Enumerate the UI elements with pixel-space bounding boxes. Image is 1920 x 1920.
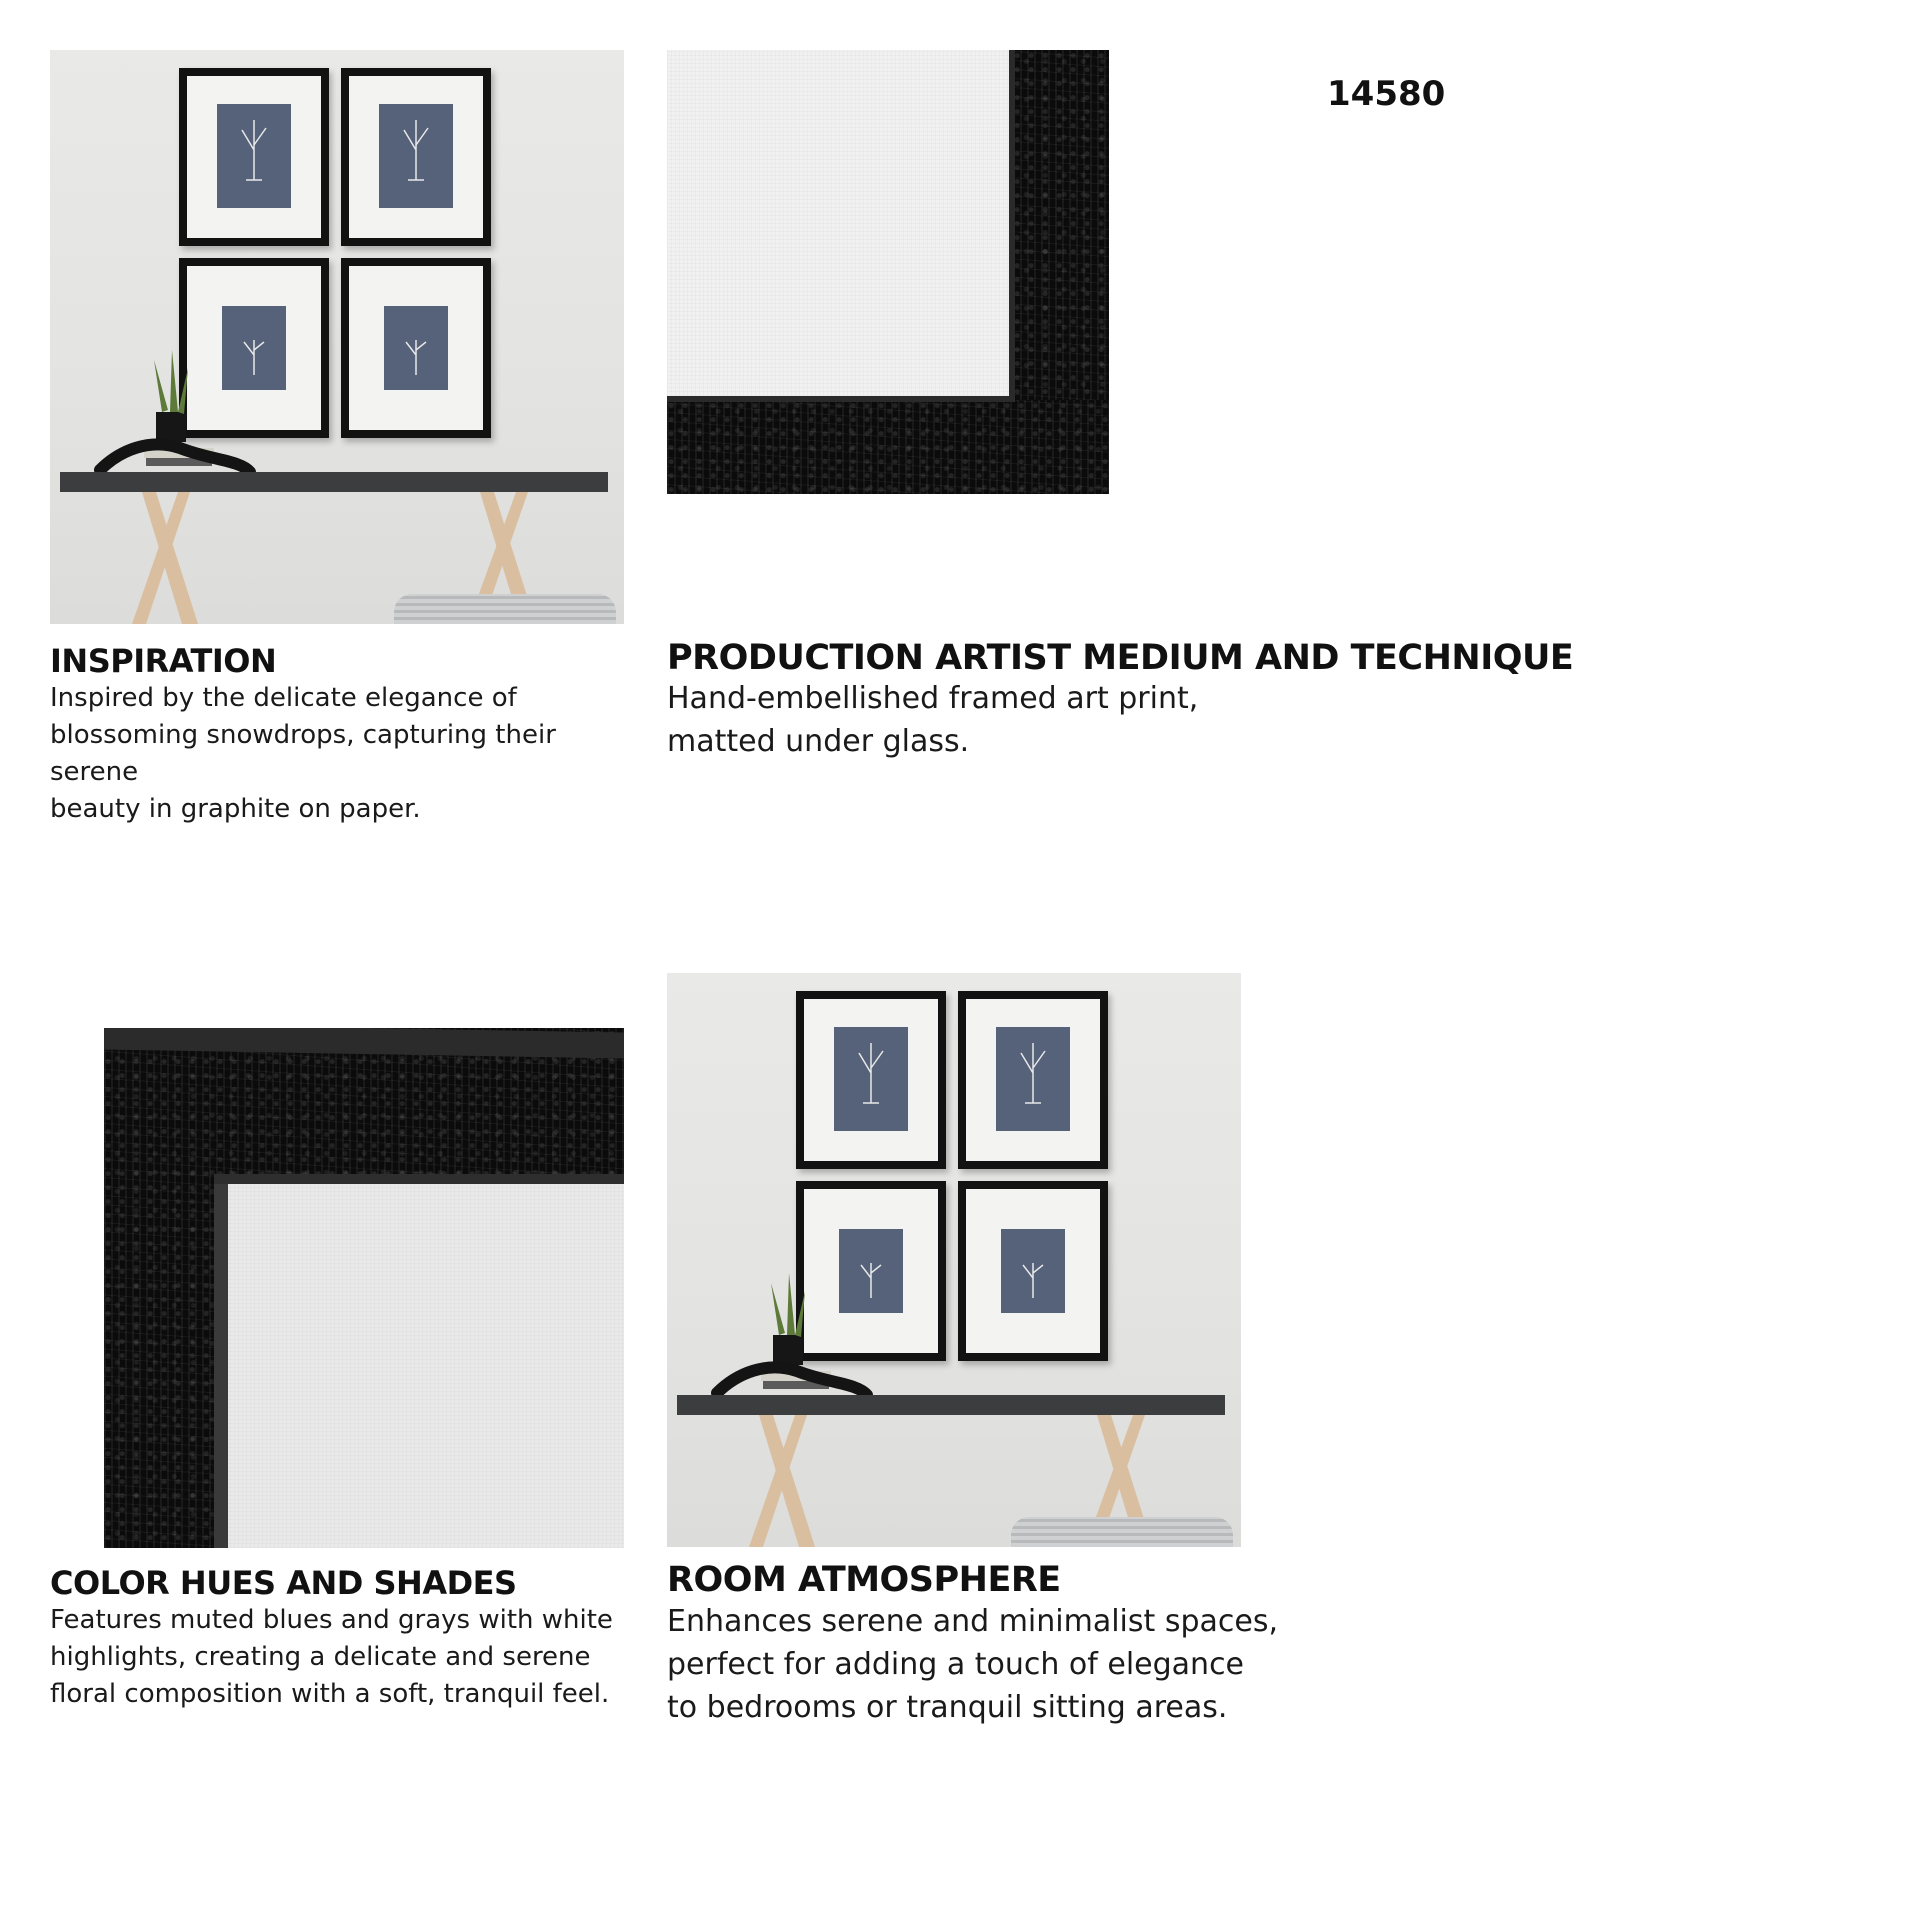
color-line: highlights, creating a delicate and serene [50,1642,591,1672]
inspiration-line: blossoming snowdrops, capturing their serene [50,720,556,787]
color-title: COLOR HUES AND SHADES [50,1564,517,1602]
room-atmosphere-image [667,973,1241,1547]
table-decor-icon [667,973,1241,1547]
production-line: Hand-embellished framed art print, [667,681,1199,716]
product-number: 14580 [1327,74,1446,114]
inspiration-title: INSPIRATION [50,642,277,680]
color-description [50,1602,650,1713]
frame-corner-closeup-image [667,50,1109,494]
room-atmosphere-description [667,1600,1367,1729]
inspiration-line: Inspired by the delicate elegance of [50,683,517,713]
production-title: PRODUCTION ARTIST MEDIUM AND TECHNIQUE [667,638,1574,678]
room-atmosphere-line: to bedrooms or tranquil sitting areas. [667,1690,1228,1725]
inspiration-room-image [50,50,624,624]
frame-corner-angled-image [104,1028,624,1548]
color-line: Features muted blues and grays with white [50,1605,613,1635]
production-line: matted under glass. [667,724,970,759]
inspiration-line: beauty in graphite on paper. [50,794,421,824]
room-atmosphere-line: perfect for adding a touch of elegance [667,1647,1245,1682]
color-line: floral composition with a soft, tranquil feel. [50,1679,610,1709]
inspiration-description [50,680,650,828]
room-atmosphere-title: ROOM ATMOSPHERE [667,1560,1061,1600]
production-description [667,677,1367,763]
room-atmosphere-line: Enhances serene and minimalist spaces, [667,1604,1278,1639]
table-decor-icon [50,50,624,624]
